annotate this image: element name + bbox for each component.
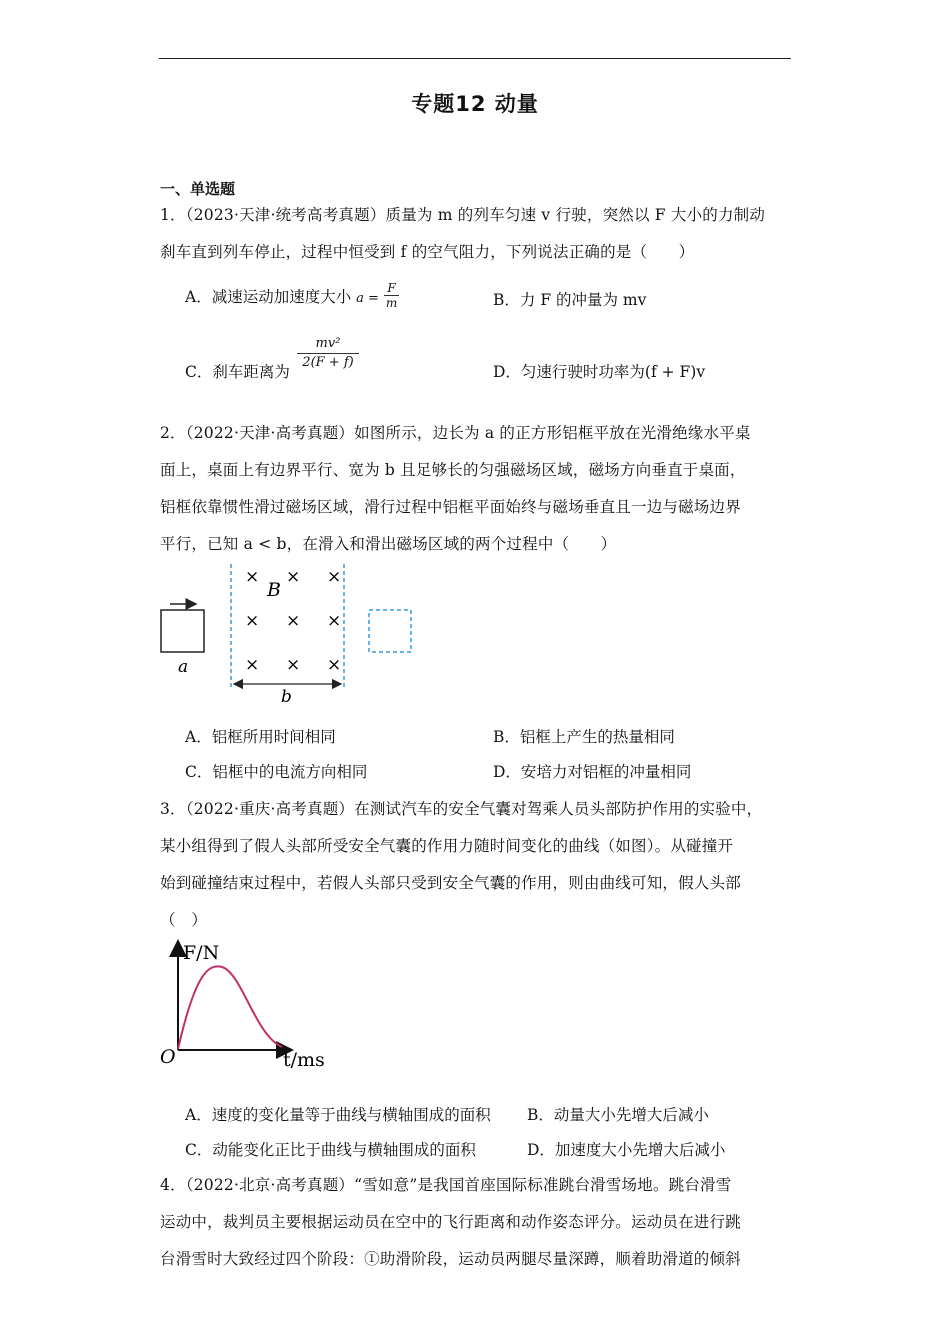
q1-option-a-fraction [384, 281, 399, 310]
header-rule [159, 58, 791, 59]
q4-line-2: 运动中，裁判员主要根据运动员在空中的飞行距离和动作姿态评分。运动员在进行跳 [160, 1213, 741, 1231]
q2-line-3: 铝框依靠惯性滑过磁场区域，滑行过程中铝框平面始终与磁场垂直且一边与磁场边界 [160, 498, 741, 516]
q2-magnetic-field-figure [150, 560, 430, 710]
q3-line-1: 3．（2022·重庆·高考真题）在测试汽车的安全气囊对驾乘人员头部防护作用的实验中， [160, 800, 763, 818]
frame-exit-outline [369, 610, 411, 652]
q2-option-a[interactable]: A．铝框所用时间相同 [185, 728, 336, 746]
field-cross: × [245, 611, 260, 631]
page-title: 专题12 动量 [411, 92, 539, 116]
q2-option-d[interactable]: D．安培力对铝框的冲量相同 [493, 763, 692, 781]
q2-option-c[interactable]: C．铝框中的电流方向相同 [185, 763, 368, 781]
force-curve [178, 966, 282, 1049]
q1-option-c-text: C．刹车距离为 [185, 363, 290, 381]
field-cross: × [286, 611, 301, 631]
q1-option-c-fraction [297, 335, 359, 372]
q1-option-a-text: A．减速运动加速度大小 [185, 288, 352, 306]
field-cross: × [245, 655, 260, 675]
label-a: a [178, 657, 189, 677]
q3-option-c[interactable]: C．动能变化正比于曲线与横轴围成的面积 [185, 1141, 476, 1159]
q1-line-1: 1．（2023·天津·统考高考真题）质量为 m 的列车匀速 v 行驶，突然以 F 大小的力制动 [160, 206, 766, 224]
q4-line-3: 台滑雪时大致经过四个阶段：①助滑阶段，运动员两腿尽量深蹲，顺着助滑道的倾斜 [160, 1250, 741, 1268]
q3-line-3: 始到碰撞结束过程中，若假人头部只受到安全气囊的作用，则由曲线可知，假人头部 [160, 874, 741, 892]
q3-line-4: （ ） [160, 911, 208, 929]
q2-option-b[interactable]: B．铝框上产生的热量相同 [493, 728, 675, 746]
q1-option-d[interactable]: D．匀速行驶时功率为(f + F)v [493, 363, 706, 381]
field-cross: × [327, 611, 342, 631]
q1-option-a-lhs: a = [356, 291, 379, 306]
q2-line-4: 平行，已知 a < b，在滑入和滑出磁场区域的两个过程中（ ） [160, 535, 617, 553]
q3-option-b[interactable]: B．动量大小先增大后减小 [527, 1106, 709, 1124]
q1-option-a[interactable] [185, 280, 399, 310]
q3-line-2: 某小组得到了假人头部所受安全气囊的作用力随时间变化的曲线（如图）。从碰撞开 [160, 837, 734, 855]
label-b: b [281, 687, 292, 707]
origin-label: O [160, 1046, 176, 1068]
field-cross: × [327, 567, 342, 587]
aluminum-frame [161, 610, 204, 652]
q2-line-2: 面上，桌面上有边界平行、宽为 b 且足够长的匀强磁场区域，磁场方向垂直于桌面， [160, 461, 746, 479]
field-cross: × [327, 655, 342, 675]
field-cross: × [286, 655, 301, 675]
fraction-denominator: 2(F + f) [302, 355, 354, 370]
q1-option-b[interactable]: B．力 F 的冲量为 mv [493, 291, 647, 309]
q3-force-time-graph [150, 935, 340, 1075]
q1-line-2: 刹车直到列车停止，过程中恒受到 f 的空气阻力，下列说法正确的是（ ） [160, 243, 695, 261]
field-cross: × [286, 567, 301, 587]
section-heading: 一、单选题 [160, 180, 236, 198]
field-cross: × [245, 567, 260, 587]
q2-line-1: 2．（2022·天津·高考真题）如图所示，边长为 a 的正方形铝框平放在光滑绝缘水平桌 [160, 424, 751, 442]
q3-option-a[interactable]: A．速度的变化量等于曲线与横轴围成的面积 [185, 1106, 491, 1124]
fraction-numerator: F [384, 281, 399, 296]
y-axis-label: F/N [183, 942, 220, 964]
fraction-denominator: m [385, 295, 398, 310]
q4-line-1: 4．（2022·北京·高考真题）“雪如意”是我国首座国际标准跳台滑雪场地。跳台滑雪 [160, 1176, 732, 1194]
label-B: B [267, 579, 281, 601]
q3-option-d[interactable]: D．加速度大小先增大后减小 [527, 1141, 726, 1159]
fraction-numerator: mv² [297, 335, 359, 354]
x-axis-label: t/ms [283, 1049, 325, 1071]
